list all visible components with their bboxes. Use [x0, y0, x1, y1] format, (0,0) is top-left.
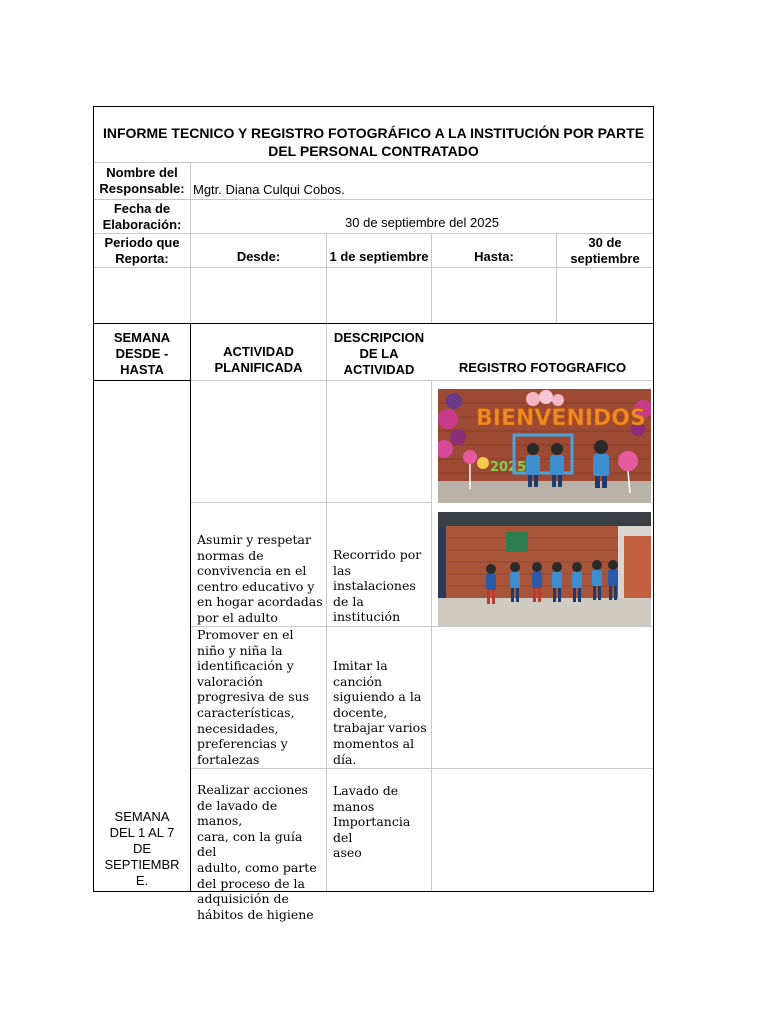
row2-description: [333, 658, 430, 767]
row1-activity-line: centro educativo y: [197, 578, 315, 594]
row2-description-line: siguiendo a la: [333, 689, 422, 705]
photo-welcome-year: 2025: [490, 460, 527, 475]
row3-activity-line: cara, con la guía del: [197, 828, 303, 860]
week-label-line5: E.: [135, 873, 149, 888]
period-label-line1: Periodo que: [104, 234, 180, 250]
row2-description-line: Imitar la: [333, 658, 388, 673]
row2-activity-line: niño y niña la: [197, 642, 283, 658]
row3-description-line: manos: [333, 798, 375, 814]
header-photos-text: REGISTRO FOTOGRAFICO: [458, 360, 627, 375]
date-label-line2: Elaboración:: [102, 216, 182, 232]
header-activity: [191, 330, 326, 378]
from-label-text: Desde:: [236, 249, 281, 264]
row1-description: [333, 547, 430, 625]
to-value: [557, 234, 653, 267]
week-label-line4: SEPTIEMBR: [104, 857, 180, 872]
row1-activity-line: normas de: [197, 547, 264, 563]
row2-description-line: docente,: [333, 704, 388, 720]
row2-description-line: día.: [333, 751, 357, 767]
row2-activity-line: valoración: [197, 673, 264, 689]
week-label-line2: DEL 1 AL 7: [109, 825, 175, 840]
week-label: [94, 808, 190, 890]
row2-activity-line: fortalezas: [197, 751, 260, 767]
section-divider: [93, 323, 654, 324]
header-activity-line2: PLANIFICADA: [214, 360, 303, 375]
responsible-value: Mgtr. Diana Culqui Cobos.: [193, 182, 345, 197]
responsible-label-line1: Nombre del: [106, 165, 178, 180]
to-value-line1: 30 de: [588, 234, 622, 250]
row1-description-line: Recorrido por: [333, 547, 422, 562]
photo-tour: [438, 512, 651, 626]
row2-activity-line: necesidades,: [197, 720, 279, 736]
date-value-text: 30 de septiembre del 2025: [345, 215, 499, 230]
row3-description-line: aseo: [333, 845, 362, 861]
photo-welcome: [438, 389, 651, 503]
from-value-text: 1 de septiembre: [329, 249, 429, 264]
report-title-line2: DEL PERSONAL CONTRATADO: [268, 143, 479, 159]
col-divider: [431, 380, 432, 891]
header-photos: [432, 330, 653, 378]
header-divider: [190, 380, 653, 381]
header-activity-line1: ACTIVIDAD: [223, 344, 294, 359]
date-label-line1: Fecha de: [113, 200, 171, 216]
table-border-top: [93, 106, 654, 107]
responsible-label: [94, 163, 190, 199]
report-title-line1: INFORME TECNICO Y REGISTRO FOTOGRÁFICO A LA INSTITUCIÓN POR PARTE: [102, 125, 645, 141]
row-divider: [191, 502, 431, 503]
header-week-line2: DESDE -: [115, 346, 169, 361]
row2-activity-line: progresiva de sus: [197, 689, 310, 705]
row3-activity-line: de lavado de manos,: [197, 797, 278, 829]
photo-welcome-letters: BIENVENIDOS: [476, 406, 646, 431]
row3-activity-line: adquisición de: [197, 891, 289, 907]
row2-activity-line: características,: [197, 704, 295, 720]
row2-activity-line: preferencias y: [197, 736, 288, 752]
header-description-line1: DESCRIPCION: [333, 330, 425, 345]
row1-activity: [197, 532, 325, 626]
col-divider: [326, 324, 327, 891]
row2-activity-line: Promover en el: [197, 627, 294, 642]
date-value: [191, 214, 653, 232]
row3-description-line: Importancia del: [333, 814, 411, 845]
row1-activity-line: convivencia en el: [197, 563, 307, 579]
row-divider: [191, 768, 653, 769]
header-description-line3: ACTIVIDAD: [343, 362, 415, 377]
row1-description-line: instalaciones: [333, 578, 416, 594]
col-divider: [190, 324, 191, 891]
row2-description-line: momentos al: [333, 735, 415, 751]
table-border-bottom: [93, 891, 654, 892]
row2-description-line: trabajar varios: [333, 720, 427, 736]
row1-activity-line: en hogar acordadas: [197, 594, 323, 610]
row2-activity: [197, 627, 325, 767]
row3-activity: [197, 782, 325, 922]
period-label-line2: Reporta:: [115, 250, 169, 266]
table-border-right: [653, 106, 654, 892]
header-description-line2: DE LA: [359, 346, 399, 361]
row3-activity-line: del proceso de la: [197, 875, 306, 891]
to-value-line2: septiembre: [570, 250, 640, 266]
row3-activity-line: Realizar acciones: [197, 782, 309, 797]
row1-description-line: de la: [333, 593, 364, 609]
header-description: [327, 330, 431, 378]
week-header-underline: [94, 380, 190, 381]
header-week: [94, 330, 190, 378]
to-label: [432, 234, 556, 267]
header-week-line1: SEMANA: [113, 330, 171, 345]
row2-description-line: canción: [333, 673, 383, 689]
row3-description: [333, 783, 430, 861]
photo-welcome-svg: [438, 389, 651, 503]
week-label-line3: DE: [132, 841, 152, 856]
row2-activity-line: identificación y: [197, 658, 294, 674]
row-divider: [94, 267, 653, 268]
row3-activity-line: adulto, como parte: [197, 859, 317, 875]
to-label-text: Hasta:: [474, 249, 514, 264]
row1-description-line: las: [333, 562, 351, 578]
photo-tour-svg: [438, 512, 651, 626]
period-label: [94, 234, 190, 267]
responsible-label-line2: Responsable:: [99, 181, 185, 196]
row1-activity-line: por el adulto: [197, 609, 278, 625]
from-label: [191, 234, 326, 267]
row1-description-line: institución: [333, 609, 401, 625]
from-value: [327, 234, 431, 267]
row3-description-line: Lavado de: [333, 783, 399, 798]
report-title: [94, 124, 653, 160]
row3-activity-line: hábitos de higiene: [197, 906, 314, 922]
week-label-line1: SEMANA: [114, 809, 170, 824]
row1-activity-line: Asumir y respetar: [197, 532, 311, 547]
header-week-line3: HASTA: [120, 362, 164, 377]
date-label: [94, 200, 190, 233]
